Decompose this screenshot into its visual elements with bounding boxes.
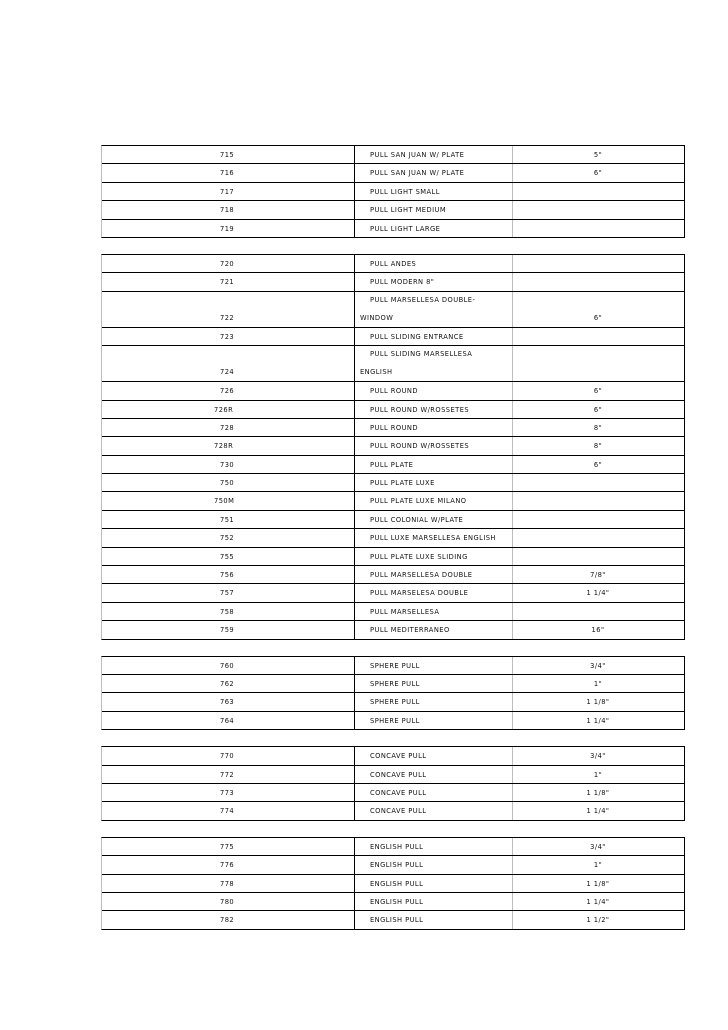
table-row [102,400,684,418]
item-description [370,333,464,341]
table-row [102,547,684,565]
description-line-2: WINDOW [360,313,394,322]
item-code: 720 [220,259,235,268]
item-code: 718 [220,206,235,215]
column-divider [354,856,355,873]
item-description [370,169,464,177]
item-code: 726R [214,405,234,414]
column-divider [354,292,355,327]
table-row [102,327,684,345]
table-row [102,874,684,892]
table-row [102,510,684,528]
description-line: PULL PLATE LUXE MILANO [370,497,467,506]
table-row [102,711,684,729]
column-divider [354,437,355,454]
description-line: PULL LUXE MARSELLESA ENGLISH [370,534,496,543]
description-line: PULL MEDITERRANEO [370,626,450,635]
column-divider [354,548,355,565]
item-code: 715 [220,151,235,159]
table-row [102,583,684,601]
table-row [102,418,684,436]
column-divider [354,693,355,710]
column-divider [354,511,355,528]
table-row [102,163,684,181]
column-divider [512,346,513,381]
column-divider [354,911,355,928]
column-divider [354,401,355,418]
item-size: 1 1/8" [586,788,610,797]
item-code: 773 [220,788,235,797]
column-divider [354,875,355,892]
description-line: PULL PLATE LUXE SLIDING [370,552,468,561]
item-size: 3/4" [590,842,606,851]
column-divider [512,492,513,509]
column-divider [512,183,513,200]
column-divider [354,675,355,692]
description-line: SPHERE PULL [370,698,420,707]
item-code: 751 [220,515,235,524]
item-code: 750 [220,479,235,488]
item-description [370,406,469,414]
column-divider [354,802,355,819]
description-line: PULL SLIDING MARSELLESA [370,350,473,359]
item-code: 757 [220,589,235,598]
item-code: 775 [220,842,235,851]
description-line: PULL SAN JUAN W/ PLATE [370,169,465,178]
item-code: 778 [220,879,235,888]
item-description [370,680,420,688]
item-description [370,553,468,561]
table-row [102,692,684,710]
item-description [370,880,423,888]
description-line: PULL ROUND [370,387,418,396]
group-spacer [101,821,685,837]
table-row [102,765,684,783]
table-group [101,837,685,930]
column-divider [354,273,355,290]
column-divider [354,492,355,509]
item-description [370,188,440,196]
item-code: 780 [220,897,235,906]
item-description [360,295,476,322]
item-description [370,260,416,268]
item-size: 7/8" [590,571,606,580]
item-size: 6" [593,460,603,469]
table-row [102,345,684,381]
item-description [370,589,468,597]
item-description [370,861,423,869]
description-line: ENGLISH PULL [370,842,424,851]
item-code: 763 [220,698,235,707]
item-code: 728R [214,442,234,451]
column-divider [512,474,513,491]
item-description [370,278,434,286]
group-spacer [101,238,685,254]
table-row [102,436,684,454]
item-description [370,442,469,450]
item-code: 723 [220,332,235,341]
item-code: 760 [220,661,235,670]
table-row [102,491,684,509]
column-divider [354,183,355,200]
item-description [370,771,426,779]
description-line: PULL MARSELLESA [370,607,440,616]
table-row [102,657,684,674]
item-size: 1 1/4" [586,897,610,906]
description-line: PULL COLONIAL W/PLATE [370,515,464,524]
item-description [370,608,439,616]
column-divider [354,529,355,546]
item-size: 6" [593,405,603,414]
item-code: 770 [220,752,235,761]
column-divider [354,146,355,163]
column-divider [512,511,513,528]
item-description [370,516,463,524]
product-table [101,145,685,930]
item-size: 1 1/4" [586,807,610,816]
table-row [102,473,684,491]
item-size: 5" [593,151,603,159]
table-group [101,746,685,821]
item-size: 6" [593,387,603,396]
description-line: CONCAVE PULL [370,788,427,797]
description-line: PULL MARSELESA DOUBLE [370,589,469,598]
item-description [370,789,426,797]
item-description [370,225,440,233]
item-description [370,571,472,579]
item-size: 6" [593,313,603,322]
table-row [102,783,684,801]
item-size: 1 1/8" [586,879,610,888]
item-size: 1" [593,679,603,688]
description-line-2: ENGLISH [360,368,393,377]
item-description [370,497,467,505]
description-line: PULL LIGHT MEDIUM [370,206,447,215]
table-row [102,838,684,855]
column-divider [354,164,355,181]
item-size: 1 1/4" [586,589,610,598]
item-size: 1 1/8" [586,698,610,707]
column-divider [354,382,355,399]
column-divider [512,548,513,565]
description-line: ENGLISH PULL [370,879,424,888]
table-row [102,381,684,399]
item-code: 722 [220,313,235,322]
column-divider [354,456,355,473]
column-divider [354,328,355,345]
item-description [370,479,435,487]
description-line: PULL LIGHT LARGE [370,224,441,233]
column-divider [512,273,513,290]
column-divider [354,603,355,620]
column-divider [512,603,513,620]
item-code: 772 [220,770,235,779]
item-size: 6" [593,169,603,178]
description-line: PULL SAN JUAN W/ PLATE [370,151,465,159]
item-description [370,752,426,760]
item-code: 717 [220,187,235,196]
table-row [102,219,684,237]
item-description [370,387,418,395]
description-line: CONCAVE PULL [370,807,427,816]
description-line: CONCAVE PULL [370,770,427,779]
item-description [370,698,420,706]
table-row [102,801,684,819]
item-code: 730 [220,460,235,469]
description-line: PULL ROUND W/ROSSETES [370,442,470,451]
item-code: 728 [220,423,235,432]
column-divider [512,328,513,345]
column-divider [354,474,355,491]
table-row [102,674,684,692]
column-divider [512,529,513,546]
item-code: 762 [220,679,235,688]
table-row [102,620,684,638]
description-line: PULL ROUND W/ROSSETES [370,405,470,414]
table-group [101,145,685,238]
column-divider [354,201,355,218]
column-divider [354,566,355,583]
table-row [102,602,684,620]
item-code: 721 [220,278,235,287]
description-line: PULL ANDES [370,259,417,268]
column-divider [354,712,355,729]
description-line: ENGLISH PULL [370,897,424,906]
description-line: CONCAVE PULL [370,752,427,761]
item-code: 759 [220,626,235,635]
item-size: 1" [593,861,603,870]
table-row [102,182,684,200]
column-divider [354,255,355,272]
description-line: PULL MARSELLESA DOUBLE- [370,295,476,304]
column-divider [354,766,355,783]
item-description [370,534,496,542]
item-code: 724 [220,368,235,377]
item-code: 776 [220,861,235,870]
item-code: 774 [220,807,235,816]
item-size: 16" [591,626,605,635]
description-line: SPHERE PULL [370,716,420,725]
table-row [102,200,684,218]
description-line: SPHERE PULL [370,679,420,688]
item-description [360,350,473,377]
item-description [370,843,423,851]
item-size: 3/4" [590,661,606,670]
item-code: 726 [220,387,235,396]
table-row [102,255,684,272]
item-description [370,424,418,432]
group-spacer [101,640,685,656]
item-description [370,206,446,214]
group-spacer [101,730,685,746]
item-size: 8" [593,423,603,432]
table-row [102,272,684,290]
item-description [370,461,413,469]
table-row [102,455,684,473]
item-description [370,662,420,670]
description-line: PULL PLATE [370,460,414,469]
column-divider [512,201,513,218]
column-divider [354,784,355,801]
item-size: 3/4" [590,752,606,761]
description-line: PULL MARSELLESA DOUBLE [370,571,473,580]
item-code: 750M [214,497,235,506]
column-divider [354,584,355,601]
column-divider [512,255,513,272]
column-divider [354,621,355,638]
column-divider [354,893,355,910]
description-line: ENGLISH PULL [370,916,424,925]
column-divider [354,838,355,855]
description-line: ENGLISH PULL [370,861,424,870]
item-code: 755 [220,552,235,561]
description-line: SPHERE PULL [370,661,420,670]
column-divider [354,419,355,436]
item-code: 756 [220,571,235,580]
item-size: 1 1/4" [586,716,610,725]
table-row [102,291,684,327]
table-row [102,855,684,873]
description-line: PULL PLATE LUXE [370,479,435,488]
table-row [102,910,684,928]
description-line: PULL LIGHT SMALL [370,187,440,196]
item-size: 1 1/2" [586,916,610,925]
item-description [370,916,423,924]
item-code: 719 [220,224,235,233]
column-divider [354,220,355,237]
item-description [370,626,450,634]
item-size: 8" [593,442,603,451]
column-divider [354,346,355,381]
item-code: 716 [220,169,235,178]
description-line: PULL SLIDING ENTRANCE [370,332,464,341]
item-description [370,717,420,725]
table-group [101,656,685,731]
table-group [101,254,685,640]
table-row [102,565,684,583]
column-divider [512,220,513,237]
item-code: 758 [220,607,235,616]
column-divider [354,747,355,764]
table-row [102,528,684,546]
item-code: 752 [220,534,235,543]
item-description [370,151,464,159]
item-description [370,898,423,906]
table-row [102,747,684,764]
description-line: PULL MODERN 8" [370,278,435,287]
item-description [370,807,426,815]
description-line: PULL ROUND [370,423,418,432]
item-code: 782 [220,916,235,925]
table-row [102,146,684,163]
item-size: 1" [593,770,603,779]
item-code: 764 [220,716,235,725]
table-row [102,892,684,910]
column-divider [354,657,355,674]
